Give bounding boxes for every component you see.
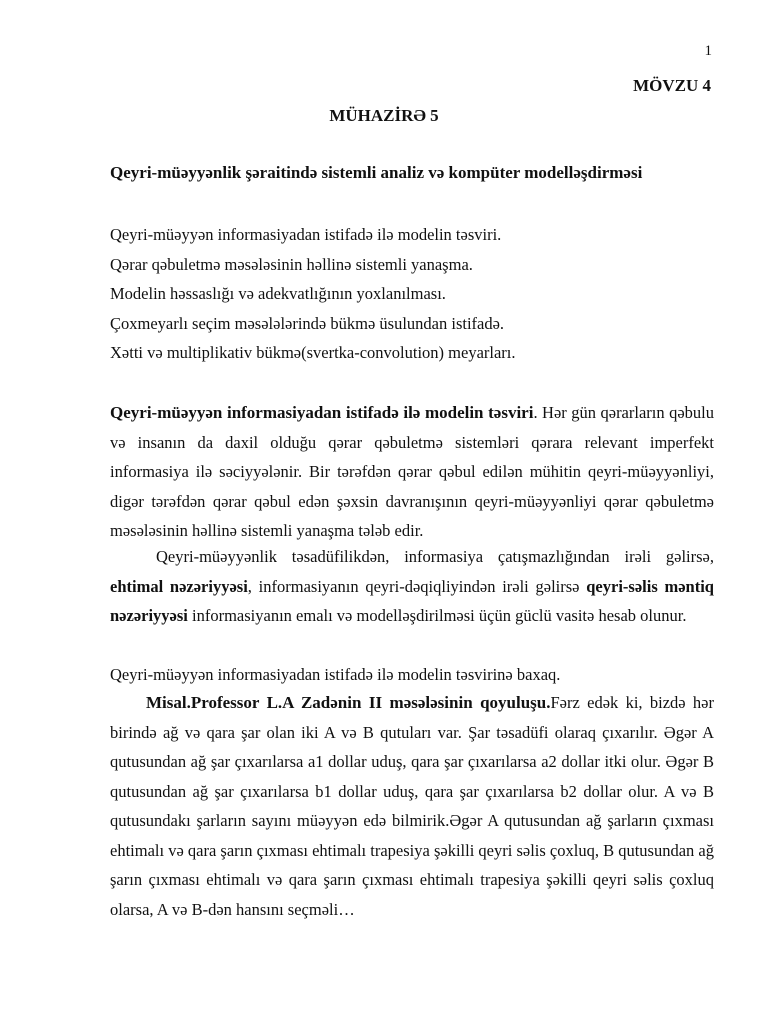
paragraph-text: Qeyri-müəyyənlik təsadüfilikdən, informasiya çatışmazlığından irəli gəlirsə,	[156, 547, 714, 566]
paragraph-text: informasiyanın emalı və modelləşdirilməsi üçün güclü vasitə hesab olunur.	[192, 606, 687, 625]
term-fuzzy-logic-theory: qeyri-səlis məntiq nəzəriyyəsi	[110, 576, 714, 625]
outline-item: Xətti və multiplikativ bükmə(svertka-convolution) meyarları.	[110, 343, 516, 362]
paragraph-theories	[110, 542, 714, 631]
paragraph-intro	[110, 398, 714, 546]
outline-item: Çoxmeyarlı seçim məsələlərində bükmə üsulundan istifadə.	[110, 313, 505, 333]
example-heading: Misal.Professor L.A Zadənin II məsələsinin qoyuluşu.	[146, 693, 551, 712]
outline-item: Qərar qəbuletmə məsələsinin həllinə sistemli yanaşma.	[110, 254, 473, 274]
paragraph-transition: Qeyri-müəyyən informasiyadan istifadə ilə modelin təsvirinə baxaq.	[110, 665, 561, 684]
paragraph-example	[110, 688, 714, 924]
lecture-outline	[110, 223, 516, 371]
paragraph-lead: Qeyri-müəyyən informasiyadan istifadə ilə modelin təsviri	[110, 403, 534, 422]
example-body: Fərz edək ki, bizdə hər birində ağ və qara şar olan iki A və B qutuları var. Şar təsadüfi olaraq çıxarılır. Əgər A qutusundan ağ şar çıxarılarsa a1 dollar uduş, qara şar çıxarılarsa a2 dollar itki olur. Əgər B qutusundan ağ şar çıxarılarsa b1 dollar uduş, qara şar çıxarılarsa b2 dollar olur. A və B qutusundakı şarların sayını müəyyən edə bilmirik.Əgər A qutusundan ağ şarların çıxması ehtimalı və qara şarın çıxması ehtimalı trapesiya şəkilli qeyri səlis çoxluq, B qutusundan ağ şarın çıxması ehtimalı və qara şarın çıxması ehtimalı trapesiya şəkilli qeyri səlis çoxluq olarsa, A və B-dən hansını seçməli…	[110, 693, 714, 919]
paragraph-text: , informasiyanın qeyri-dəqiqliyindən irəli gəlirsə	[247, 576, 580, 596]
page-number: 1	[704, 43, 712, 59]
topic-heading: MÖVZU 4	[633, 76, 711, 95]
paragraph-body: . Hər gün qərarların qəbulu və insanın da daxil olduğu qərar qəbuletmə sistemləri qərara relevant imperfekt informasiya ilə səciyyələnir. Bir tərəfdən qərar qəbul edilən mühitin qeyri-müəyyənliyi, digər tərəfdən qərar qəbul edən şəxsin davranışının qeyri-müəyyənliyi qərar qəbuletmə məsələsinin həllinə sistemli yanaşma tələb edir.	[110, 403, 715, 540]
lecture-heading: MÜHAZİRƏ 5	[329, 106, 439, 125]
outline-item: Modelin həssaslığı və adekvatlığının yoxlanılması.	[110, 284, 446, 303]
lecture-subtitle: Qeyri-müəyyənlik şəraitində sistemli analiz və kompüter modelləşdirməsi	[110, 163, 643, 182]
term-probability-theory: ehtimal nəzəriyyəsi	[110, 576, 248, 596]
outline-item: Qeyri-müəyyən informasiyadan istifadə ilə modelin təsviri.	[110, 225, 502, 244]
